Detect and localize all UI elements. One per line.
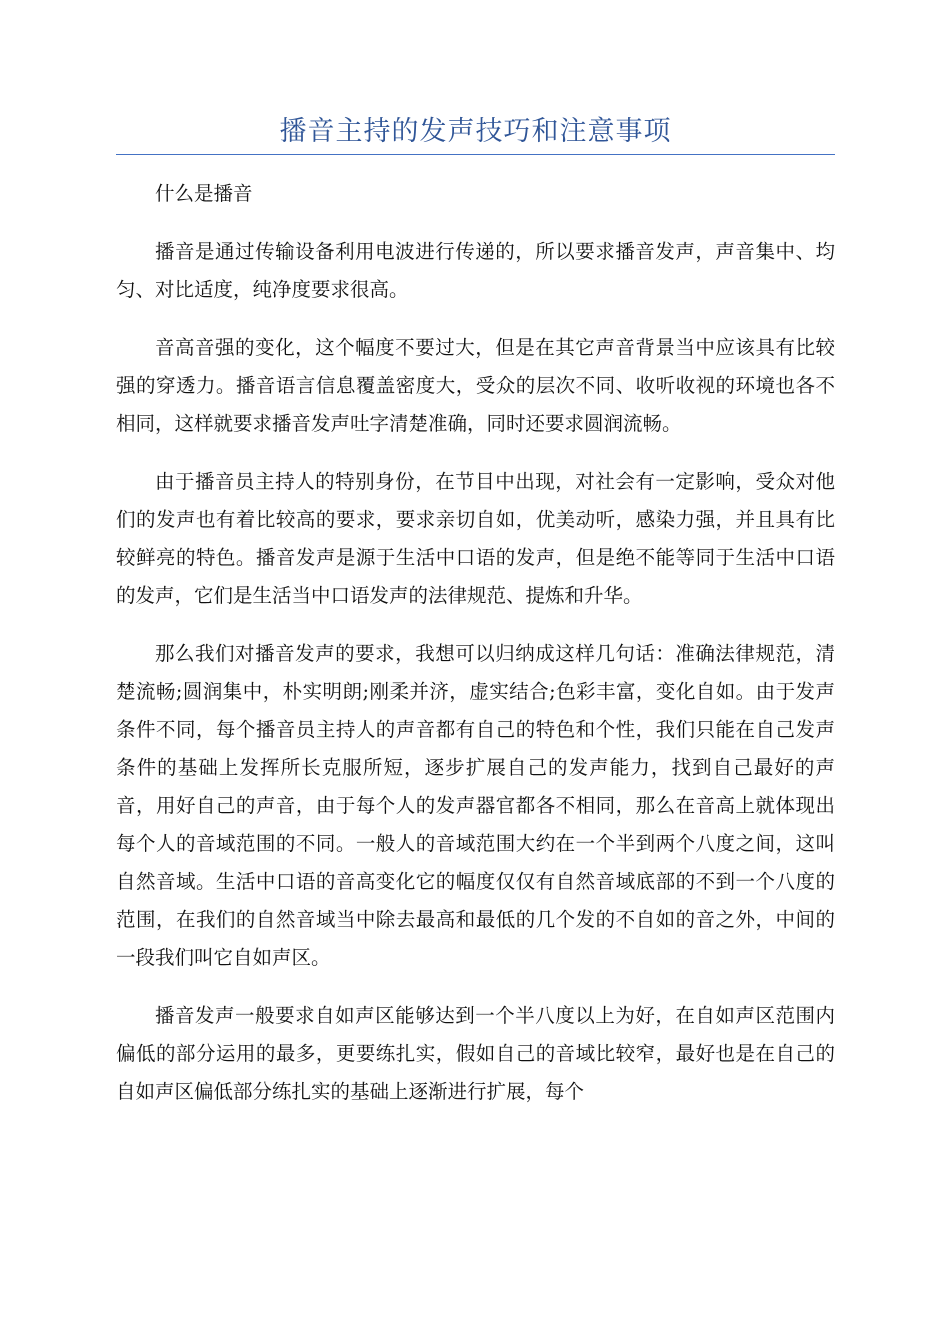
title-underline bbox=[116, 154, 835, 155]
paragraph: 由于播音员主持人的特别身份，在节目中出现，对社会有一定影响，受众对他们的发声也有着比较高的要求，要求亲切自如，优美动听，感染力强，并且具有比较鲜亮的特色。播音发声是源于生活中口语的发声，但是绝不能等同于生活中口语的发声，它们是生活当中口语发声的法律规范、提炼和升华。 bbox=[116, 470, 835, 607]
paragraph: 音高音强的变化，这个幅度不要过大，但是在其它声音背景当中应该具有比较强的穿透力。播音语言信息覆盖密度大，受众的层次不同、收听收视的环境也各不相同，这样就要求播音发声吐字清楚准确，同时还要求圆润流畅。 bbox=[116, 336, 835, 435]
document-title: 播音主持的发声技巧和注意事项 bbox=[279, 116, 672, 147]
paragraph: 那么我们对播音发声的要求，我想可以归纳成这样几句话：准确法律规范，清楚流畅;圆润集中，朴实明朗;刚柔并济，虚实结合;色彩丰富，变化自如。由于发声条件不同，每个播音员主持人的声音都有自己的特色和个性，我们只能在自己发声条件的基础上发挥所长克服所短，逐步扩展自己的发声能力，找到自己最好的声音，用好自己的声音，由于每个人的发声器官都各不相同，那么在音高上就体现出每个人的音域范围的不同。一般人的音域范围大约在一个半到两个八度之间，这叫自然音域。生活中口语的音高变化它的幅度仅仅有自然音域底部的不到一个八度的范围，在我们的自然音域当中除去最高和最低的几个发的不自如的音之外，中间的一段我们叫它自如声区。 bbox=[116, 642, 835, 969]
paragraph-heading-what-is-broadcasting: 什么是播音 bbox=[155, 182, 253, 205]
paragraph: 播音是通过传输设备利用电波进行传递的，所以要求播音发声，声音集中、均匀、对比适度，纯净度要求很高。 bbox=[116, 240, 835, 301]
title-block bbox=[116, 112, 835, 155]
document-body bbox=[116, 175, 835, 1131]
paragraph: 播音发声一般要求自如声区能够达到一个半八度以上为好，在自如声区范围内偏低的部分运用的最多，更要练扎实，假如自己的音域比较窄，最好也是在自己的自如声区偏低部分练扎实的基础上逐渐进行扩展，每个 bbox=[116, 1004, 835, 1103]
